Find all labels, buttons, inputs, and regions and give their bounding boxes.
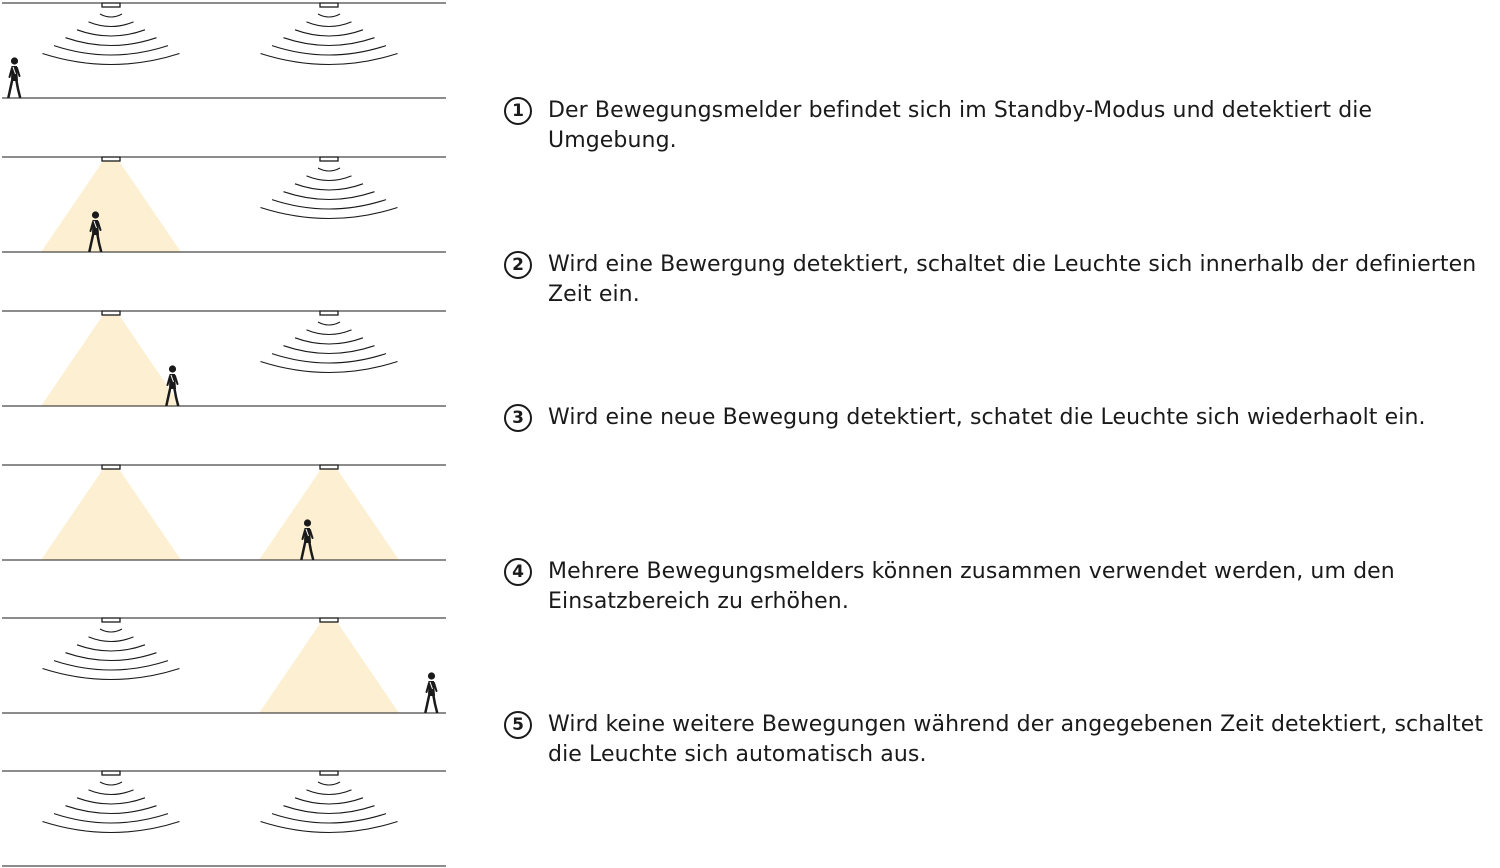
scene-1 [2, 3, 446, 98]
step-3 [504, 403, 1494, 433]
step-1 [504, 96, 1494, 156]
light-cone [259, 469, 399, 560]
sensor-wave-arc [318, 168, 340, 171]
sensor-wave-arc [272, 46, 386, 55]
step-2 [504, 250, 1494, 310]
sensor-wave-arc [272, 814, 386, 823]
scene-3 [2, 311, 446, 406]
sensor-wave-arc [318, 14, 340, 17]
scene-diagram [0, 0, 450, 868]
sensor-wave-arc [100, 782, 122, 785]
sensor-wave-arc [77, 645, 145, 651]
step-description: Der Bewegungsmelder befindet sich im Standby-Modus und detektiert die Umgebung. [548, 98, 1373, 153]
sensor-wave-arc [100, 629, 122, 632]
sensor-waves-icon [43, 14, 180, 65]
sensor-wave-arc [318, 322, 340, 325]
step-number-badge: 5 [504, 711, 532, 739]
sensor-wave-arc [66, 806, 157, 814]
light-cone [259, 622, 399, 713]
sensor-wave-arc [307, 330, 352, 335]
sensor-wave-arc [295, 798, 363, 804]
ceiling-lamp-icon [320, 465, 338, 469]
ceiling-lamp-icon [102, 771, 120, 775]
ceiling-lamp-icon [320, 157, 338, 161]
step-description: Wird eine neue Bewegung detektiert, schatet die Leuchte sich wiederhaolt ein. [548, 405, 1426, 430]
step-4 [504, 557, 1494, 617]
sensor-wave-arc [89, 22, 134, 27]
walking-person-icon [426, 672, 438, 712]
light-cone [41, 161, 181, 252]
sensor-wave-arc [89, 790, 134, 795]
sensor-wave-arc [272, 200, 386, 209]
sensor-wave-arc [284, 38, 375, 46]
step-number-badge: 1 [504, 97, 532, 125]
sensor-wave-arc [284, 192, 375, 200]
step-number-badge: 2 [504, 251, 532, 279]
ceiling-lamp-icon [320, 3, 338, 7]
sensor-wave-arc [66, 653, 157, 661]
step-description: Wird eine Bewergung detektiert, schaltet die Leuchte sich innerhalb der definierten Zeit ein. [548, 252, 1477, 307]
sensor-wave-arc [77, 30, 145, 36]
light-cone [41, 469, 181, 560]
sensor-wave-arc [295, 338, 363, 344]
ceiling-lamp-icon [320, 771, 338, 775]
walking-person-icon [9, 57, 21, 97]
sensor-wave-arc [77, 798, 145, 804]
scene-4 [2, 465, 446, 560]
sensor-wave-arc [272, 354, 386, 363]
sensor-wave-arc [54, 46, 168, 55]
sensor-wave-arc [66, 38, 157, 46]
ceiling-lamp-icon [102, 157, 120, 161]
sensor-waves-icon [43, 782, 180, 833]
sensor-waves-icon [261, 14, 398, 65]
step-description: Wird keine weitere Bewegungen während der angegebenen Zeit detektiert, schaltet die Leuchte sich automatisch aus. [548, 712, 1484, 767]
sensor-wave-arc [295, 184, 363, 190]
step-5 [504, 710, 1494, 770]
scene-5 [2, 618, 446, 713]
step-description: Mehrere Bewegungsmelders können zusammen verwendet werden, um den Einsatzbereich zu erhöhen. [548, 559, 1395, 614]
light-cone [41, 315, 181, 406]
scene-6 [2, 771, 446, 866]
sensor-waves-icon [43, 629, 180, 680]
sensor-waves-icon [261, 782, 398, 833]
sensor-wave-arc [295, 30, 363, 36]
ceiling-lamp-icon [320, 618, 338, 622]
sensor-wave-arc [284, 346, 375, 354]
sensor-wave-arc [307, 22, 352, 27]
ceiling-lamp-icon [102, 465, 120, 469]
scene-2 [2, 157, 446, 252]
sensor-waves-icon [261, 322, 398, 373]
sensor-wave-arc [89, 637, 134, 642]
step-number-badge: 4 [504, 558, 532, 586]
sensor-wave-arc [284, 806, 375, 814]
ceiling-lamp-icon [320, 311, 338, 315]
ceiling-lamp-icon [102, 618, 120, 622]
step-number-badge: 3 [504, 404, 532, 432]
ceiling-lamp-icon [102, 311, 120, 315]
ceiling-lamp-icon [102, 3, 120, 7]
sensor-wave-arc [307, 176, 352, 181]
sensor-waves-icon [261, 168, 398, 219]
sensor-wave-arc [318, 782, 340, 785]
sensor-wave-arc [100, 14, 122, 17]
sensor-wave-arc [54, 661, 168, 670]
sensor-wave-arc [54, 814, 168, 823]
sensor-wave-arc [307, 790, 352, 795]
